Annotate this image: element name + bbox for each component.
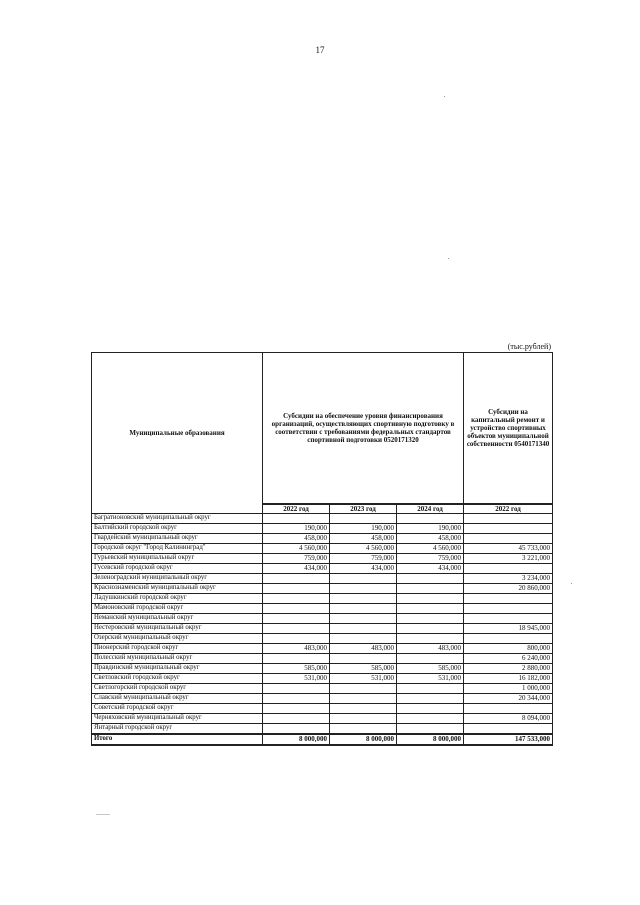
municipality-name: Светловский городской округ: [92, 674, 263, 684]
municipality-name: Светлогорский городской округ: [92, 684, 263, 694]
table-row: [92, 724, 553, 735]
header-year: 2023 год: [330, 504, 397, 514]
subsidy-value: [330, 704, 397, 714]
subsidy-value: [263, 704, 330, 714]
municipality-name: Правдинский муниципальный округ: [92, 664, 263, 674]
header-group-financing: Субсидии на обеспечение уровня финансирования организаций, осуществляющих спортивную подготовку в соответствии с требованиями федеральных стандартов спортивной подготовки 0520171320: [263, 353, 464, 505]
subsidy-value: 20 344,000: [464, 694, 553, 704]
subsidy-value: [397, 614, 464, 624]
subsidy-value: 531,000: [263, 674, 330, 684]
table-row: [92, 574, 553, 584]
table-row: [92, 704, 553, 714]
subsidy-value: [397, 694, 464, 704]
subsidy-value: [397, 514, 464, 524]
subsidy-value: [330, 654, 397, 664]
municipality-name: Янтарный городской округ: [92, 724, 263, 735]
subsidy-value: [330, 624, 397, 634]
subsidy-value: [397, 704, 464, 714]
table-row: [92, 524, 553, 534]
subsidy-value: 531,000: [397, 674, 464, 684]
subsidy-value: [397, 654, 464, 664]
subsidy-value: 45 733,000: [464, 544, 553, 554]
subsidy-value: [263, 694, 330, 704]
municipality-name: Гусевский городской округ: [92, 564, 263, 574]
subsidy-value: [263, 614, 330, 624]
table-row: [92, 584, 553, 594]
scan-speck: [571, 583, 572, 584]
table-body: [92, 514, 553, 746]
total-value: 8 000,000: [397, 734, 464, 745]
subsidy-value: 20 860,000: [464, 584, 553, 594]
municipality-name: Зеленоградский муниципальный округ: [92, 574, 263, 584]
subsidy-value: 759,000: [330, 554, 397, 564]
subsidy-value: [330, 684, 397, 694]
municipality-name: Гурьевский муниципальный округ: [92, 554, 263, 564]
subsidy-value: 434,000: [263, 564, 330, 574]
scan-speck: [444, 96, 445, 97]
subsidy-value: 434,000: [330, 564, 397, 574]
subsidy-value: [397, 684, 464, 694]
subsidy-value: 434,000: [397, 564, 464, 574]
subsidy-value: [464, 704, 553, 714]
subsidy-value: [330, 514, 397, 524]
municipality-name: Пионерский городской округ: [92, 644, 263, 654]
subsidy-value: [263, 634, 330, 644]
subsidy-value: [330, 614, 397, 624]
subsidy-value: 531,000: [330, 674, 397, 684]
subsidy-value: 458,000: [330, 534, 397, 544]
subsidy-value: 800,000: [464, 644, 553, 654]
subsidy-value: [263, 514, 330, 524]
subsidy-value: [330, 714, 397, 724]
table-row: [92, 684, 553, 694]
subsidy-value: [464, 604, 553, 614]
table-row: [92, 634, 553, 644]
subsidy-value: [397, 714, 464, 724]
subsidy-value: [263, 654, 330, 664]
subsidy-value: 458,000: [263, 534, 330, 544]
header-year: 2024 год: [397, 504, 464, 514]
municipality-name: Багратионовский муниципальный округ: [92, 514, 263, 524]
subsidy-value: [263, 684, 330, 694]
table-row: [92, 594, 553, 604]
subsidy-value: [464, 634, 553, 644]
municipality-name: Советский городской округ: [92, 704, 263, 714]
municipality-name: Городской округ "Город Калининград": [92, 544, 263, 554]
table-row: [92, 664, 553, 674]
table-row: [92, 674, 553, 684]
subsidy-value: 483,000: [397, 644, 464, 654]
subsidy-value: [263, 724, 330, 735]
subsidy-value: 18 945,000: [464, 624, 553, 634]
total-value: 8 000,000: [330, 734, 397, 745]
subsidy-value: [330, 584, 397, 594]
municipality-name: Мамоновский городской округ: [92, 604, 263, 614]
municipality-name: Полесский муниципальный округ: [92, 654, 263, 664]
subsidy-value: [464, 534, 553, 544]
subsidy-value: 6 240,000: [464, 654, 553, 664]
subsidy-value: [464, 524, 553, 534]
subsidy-value: [263, 594, 330, 604]
header-group-capital-repair: Субсидии на капитальный ремонт и устройство спортивных объектов муниципальной собственности 0540171340: [464, 353, 553, 505]
table-row: [92, 694, 553, 704]
municipality-name: Неманский муниципальный округ: [92, 614, 263, 624]
subsidy-value: [263, 574, 330, 584]
subsidy-value: 585,000: [330, 664, 397, 674]
subsidy-value: 8 094,000: [464, 714, 553, 724]
subsidy-value: [263, 604, 330, 614]
subsidy-value: 1 000,000: [464, 684, 553, 694]
subsidy-value: [330, 594, 397, 604]
subsidy-value: [397, 574, 464, 584]
subsidy-value: [397, 624, 464, 634]
subsidy-value: [464, 724, 553, 735]
municipality-name: Озерский муниципальный округ: [92, 634, 263, 644]
subsidy-value: 585,000: [397, 664, 464, 674]
page-number: 17: [315, 45, 325, 55]
subsidy-value: [263, 584, 330, 594]
subsidy-value: [397, 594, 464, 604]
subsidy-value: [330, 694, 397, 704]
total-value: 8 000,000: [263, 734, 330, 745]
header-municipalities: Муниципальные образования: [92, 353, 263, 514]
subsidy-value: 16 182,000: [464, 674, 553, 684]
subsidy-value: 3 221,000: [464, 554, 553, 564]
subsidy-value: [330, 604, 397, 614]
subsidy-value: 759,000: [263, 554, 330, 564]
subsidy-value: [464, 514, 553, 524]
subsidy-value: [397, 724, 464, 735]
subsidy-value: [464, 564, 553, 574]
table-row: [92, 534, 553, 544]
total-label: Итого: [92, 734, 263, 745]
table-row: [92, 554, 553, 564]
subsidy-value: [464, 594, 553, 604]
subsidy-value: [330, 724, 397, 735]
municipality-name: Нестеровский муниципальный округ: [92, 624, 263, 634]
subsidy-value: [263, 624, 330, 634]
table-row: [92, 714, 553, 724]
units-label: (тыс.рублей): [507, 342, 551, 351]
table-row: [92, 564, 553, 574]
subsidy-value: 3 234,000: [464, 574, 553, 584]
subsidies-table: [91, 352, 553, 746]
subsidy-value: 458,000: [397, 534, 464, 544]
table-row: [92, 654, 553, 664]
subsidy-value: 585,000: [263, 664, 330, 674]
table-row: [92, 644, 553, 654]
subsidy-value: [263, 714, 330, 724]
subsidy-value: 190,000: [263, 524, 330, 534]
table-row: [92, 624, 553, 634]
header-year: 2022 год: [464, 504, 553, 514]
municipality-name: Балтийский городской округ: [92, 524, 263, 534]
scan-speck: [96, 814, 110, 815]
table-row: [92, 614, 553, 624]
table-row: [92, 544, 553, 554]
subsidy-value: 190,000: [330, 524, 397, 534]
subsidy-value: 4 560,000: [330, 544, 397, 554]
scan-speck: [448, 258, 449, 259]
subsidy-value: [464, 614, 553, 624]
header-year: 2022 год: [263, 504, 330, 514]
table-row: [92, 514, 553, 524]
subsidy-value: 759,000: [397, 554, 464, 564]
municipality-name: Гвардейский муниципальный округ: [92, 534, 263, 544]
subsidy-value: [397, 604, 464, 614]
total-value: 147 533,000: [464, 734, 553, 745]
municipality-name: Черняховский муниципальный округ: [92, 714, 263, 724]
subsidy-value: [330, 574, 397, 584]
subsidy-value: 4 560,000: [263, 544, 330, 554]
subsidy-value: 2 880,000: [464, 664, 553, 674]
subsidy-value: [397, 634, 464, 644]
subsidy-value: 483,000: [330, 644, 397, 654]
total-row: [92, 734, 553, 745]
subsidy-value: [330, 634, 397, 644]
subsidy-value: 190,000: [397, 524, 464, 534]
subsidy-value: [397, 584, 464, 594]
subsidy-value: 4 560,000: [397, 544, 464, 554]
municipality-name: Краснознаменский муниципальный округ: [92, 584, 263, 594]
municipality-name: Славский муниципальный округ: [92, 694, 263, 704]
municipality-name: Ладушкинский городской округ: [92, 594, 263, 604]
subsidy-value: 483,000: [263, 644, 330, 654]
table-row: [92, 604, 553, 614]
